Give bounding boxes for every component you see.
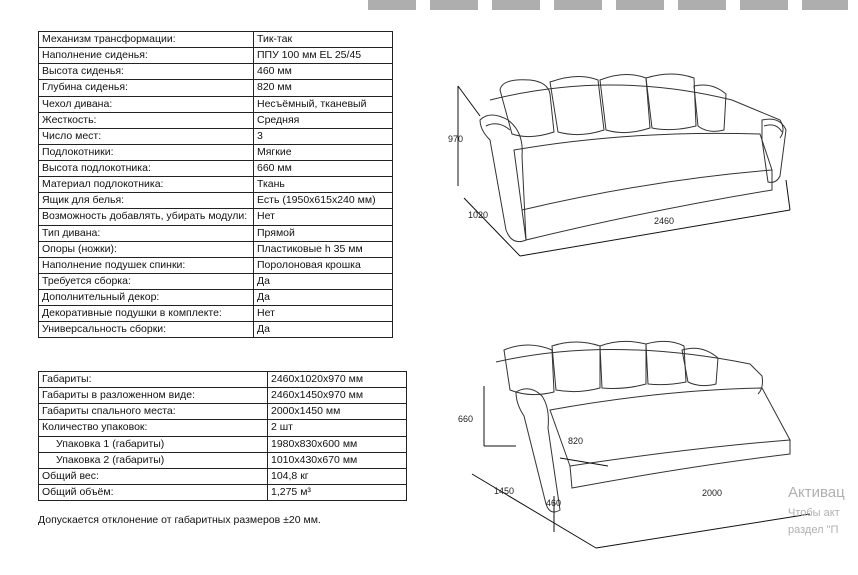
row-label: Наполнение подушек спинки: bbox=[39, 257, 254, 273]
row-label: Высота сиденья: bbox=[39, 64, 254, 80]
dim-seat-height: 460 bbox=[546, 498, 562, 508]
watermark-line-1: Чтобы акт bbox=[788, 507, 840, 519]
spec-row bbox=[39, 112, 393, 128]
row-label: Опоры (ножки): bbox=[39, 241, 254, 257]
dimension-row bbox=[39, 404, 407, 420]
spec-row bbox=[39, 48, 393, 64]
row-value: 2000x1450 мм bbox=[268, 404, 407, 420]
row-value: 1980x830x600 мм bbox=[268, 436, 407, 452]
row-label: Габариты спального места: bbox=[39, 404, 268, 420]
row-value: 820 мм bbox=[254, 80, 393, 96]
row-value: 2460x1020x970 мм bbox=[268, 372, 407, 388]
spec-row bbox=[39, 32, 393, 48]
row-value: Есть (1950x615x240 мм) bbox=[254, 193, 393, 209]
dim-unfolded-depth: 1450 bbox=[494, 486, 515, 496]
dimensions-table bbox=[38, 371, 407, 501]
spec-row bbox=[39, 64, 393, 80]
sofa-assembled-drawing bbox=[450, 60, 810, 280]
row-label: Тип дивана: bbox=[39, 225, 254, 241]
row-value: 460 мм bbox=[254, 64, 393, 80]
row-value: Мягкие bbox=[254, 144, 393, 160]
dim-seat-depth: 820 bbox=[568, 436, 584, 446]
spec-row bbox=[39, 80, 393, 96]
row-value: ППУ 100 мм EL 25/45 bbox=[254, 48, 393, 64]
row-label: Упаковка 2 (габариты) bbox=[39, 452, 268, 468]
row-label: Универсальность сборки: bbox=[39, 322, 254, 338]
dim-depth: 1020 bbox=[468, 210, 489, 220]
row-value: Да bbox=[254, 273, 393, 289]
row-value: Нет bbox=[254, 306, 393, 322]
row-label: Глубина сиденья: bbox=[39, 80, 254, 96]
spec-row bbox=[39, 225, 393, 241]
spec-table bbox=[38, 31, 393, 338]
row-label: Возможность добавлять, убирать модули: bbox=[39, 209, 254, 225]
row-label: Жесткость: bbox=[39, 112, 254, 128]
row-label: Наполнение сиденья: bbox=[39, 48, 254, 64]
dim-height: 970 bbox=[448, 134, 464, 144]
row-value: Пластиковые h 35 мм bbox=[254, 241, 393, 257]
row-value: Прямой bbox=[254, 225, 393, 241]
row-label: Общий вес: bbox=[39, 468, 268, 484]
spec-row bbox=[39, 161, 393, 177]
dimension-row bbox=[39, 484, 407, 500]
spec-row bbox=[39, 96, 393, 112]
row-label: Габариты: bbox=[39, 372, 268, 388]
row-value: 1010x430x670 мм bbox=[268, 452, 407, 468]
row-label: Количество упаковок: bbox=[39, 420, 268, 436]
row-label: Упаковка 1 (габариты) bbox=[39, 436, 268, 452]
row-value: Средняя bbox=[254, 112, 393, 128]
dimension-row bbox=[39, 420, 407, 436]
row-value: Да bbox=[254, 322, 393, 338]
dim-width: 2460 bbox=[654, 216, 675, 226]
spec-row bbox=[39, 209, 393, 225]
row-label: Подлокотники: bbox=[39, 144, 254, 160]
dimension-row bbox=[39, 388, 407, 404]
spec-row bbox=[39, 273, 393, 289]
top-decor-bar bbox=[368, 0, 848, 10]
row-value: 2 шт bbox=[268, 420, 407, 436]
dim-bed-width: 2000 bbox=[702, 488, 723, 498]
row-label: Число мест: bbox=[39, 128, 254, 144]
row-label: Габариты в разложенном виде: bbox=[39, 388, 268, 404]
row-value: Тик-так bbox=[254, 32, 393, 48]
dimension-row bbox=[39, 436, 407, 452]
spec-row bbox=[39, 128, 393, 144]
row-label: Материал подлокотника: bbox=[39, 177, 254, 193]
spec-row bbox=[39, 306, 393, 322]
spec-row bbox=[39, 193, 393, 209]
dimension-row bbox=[39, 452, 407, 468]
activation-watermark bbox=[788, 484, 845, 538]
watermark-line-2: раздел "П bbox=[788, 523, 839, 536]
row-label: Ящик для белья: bbox=[39, 193, 254, 209]
row-label: Механизм трансформации: bbox=[39, 32, 254, 48]
dimension-row bbox=[39, 372, 407, 388]
row-label: Общий объём: bbox=[39, 484, 268, 500]
row-value: Нет bbox=[254, 209, 393, 225]
row-value: Несъёмный, тканевый bbox=[254, 96, 393, 112]
row-value: 660 мм bbox=[254, 161, 393, 177]
spec-row bbox=[39, 144, 393, 160]
row-value: 104,8 кг bbox=[268, 468, 407, 484]
spec-row bbox=[39, 241, 393, 257]
dim-arm-height: 660 bbox=[458, 414, 474, 424]
spec-row bbox=[39, 322, 393, 338]
row-label: Чехол дивана: bbox=[39, 96, 254, 112]
row-value: 3 bbox=[254, 128, 393, 144]
row-label: Декоративные подушки в комплекте: bbox=[39, 306, 254, 322]
spec-row bbox=[39, 257, 393, 273]
row-label: Высота подлокотника: bbox=[39, 161, 254, 177]
row-label: Дополнительный декор: bbox=[39, 290, 254, 306]
dimension-row bbox=[39, 468, 407, 484]
row-value: 2460x1450x970 мм bbox=[268, 388, 407, 404]
row-value: Поролоновая крошка bbox=[254, 257, 393, 273]
spec-row bbox=[39, 177, 393, 193]
row-value: 1,275 м³ bbox=[268, 484, 407, 500]
spec-row bbox=[39, 290, 393, 306]
watermark-title: Активац bbox=[788, 484, 845, 501]
row-value: Да bbox=[254, 290, 393, 306]
row-value: Ткань bbox=[254, 177, 393, 193]
tolerance-note: Допускается отклонение от габаритных размеров ±20 мм. bbox=[38, 514, 321, 526]
sofa-unfolded-drawing bbox=[450, 336, 810, 556]
row-label: Требуется сборка: bbox=[39, 273, 254, 289]
